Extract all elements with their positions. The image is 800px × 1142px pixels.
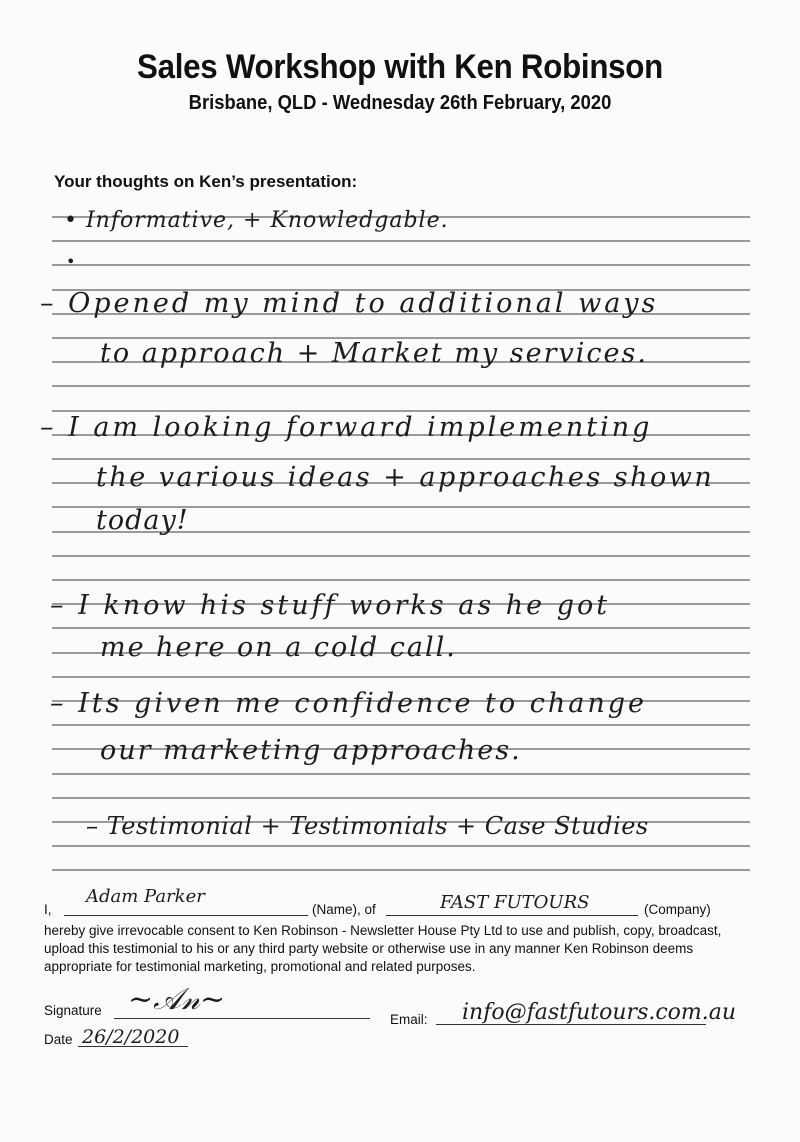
email-label: Email: bbox=[390, 1012, 428, 1027]
company-label: (Company) bbox=[644, 902, 711, 917]
page-title: Sales Workshop with Ken Robinson bbox=[137, 48, 663, 86]
handwritten-line: – I know his stuff works as he got bbox=[50, 590, 611, 621]
email-field-value: info@fastfutours.com.au bbox=[462, 1000, 737, 1025]
thoughts-prompt: Your thoughts on Ken’s presentation: bbox=[54, 172, 358, 191]
signature-field-line bbox=[114, 1018, 370, 1019]
handwritten-line: • Informative, + Knowledgable. bbox=[64, 208, 449, 233]
handwritten-line: to approach + Market my services. bbox=[100, 338, 648, 369]
i-label: I, bbox=[44, 902, 52, 917]
name-field-line bbox=[64, 915, 308, 916]
handwritten-line: our marketing approaches. bbox=[100, 735, 522, 766]
handwritten-line: – Opened my mind to additional ways bbox=[40, 288, 659, 319]
name-label: (Name), of bbox=[312, 902, 376, 917]
handwritten-line: the various ideas + approaches shown bbox=[96, 462, 715, 493]
company-field-value: FAST FUTOURS bbox=[440, 892, 590, 913]
date-label: Date bbox=[44, 1032, 73, 1047]
company-field-line bbox=[386, 915, 638, 916]
handwritten-line: me here on a cold call. bbox=[100, 632, 457, 663]
name-field-value: Adam Parker bbox=[86, 886, 205, 907]
handwritten-line: – I am looking forward implementing bbox=[40, 412, 653, 443]
date-field-value: 26/2/2020 bbox=[82, 1026, 180, 1048]
signature-label: Signature bbox=[44, 1003, 102, 1018]
handwritten-line: • bbox=[66, 252, 77, 271]
handwritten-line: – Its given me confidence to change bbox=[50, 688, 647, 719]
consent-text: hereby give irrevocable consent to Ken Robinson - Newsletter House Pty Ltd to use and publish, copy, broadcast, upload this testimonial to his or any third party website or otherwise use in any manner Ken Robinson deems appropriate for testimonial marketing, promotional and related purposes. bbox=[44, 923, 722, 974]
signature-image: ~𝒜𝓃~ bbox=[128, 982, 226, 1017]
handwritten-line: today! bbox=[96, 505, 189, 536]
handwritten-line: – Testimonial + Testimonials + Case Studies bbox=[86, 812, 649, 840]
page-subtitle: Brisbane, QLD - Wednesday 26th February, 2020 bbox=[188, 92, 612, 114]
